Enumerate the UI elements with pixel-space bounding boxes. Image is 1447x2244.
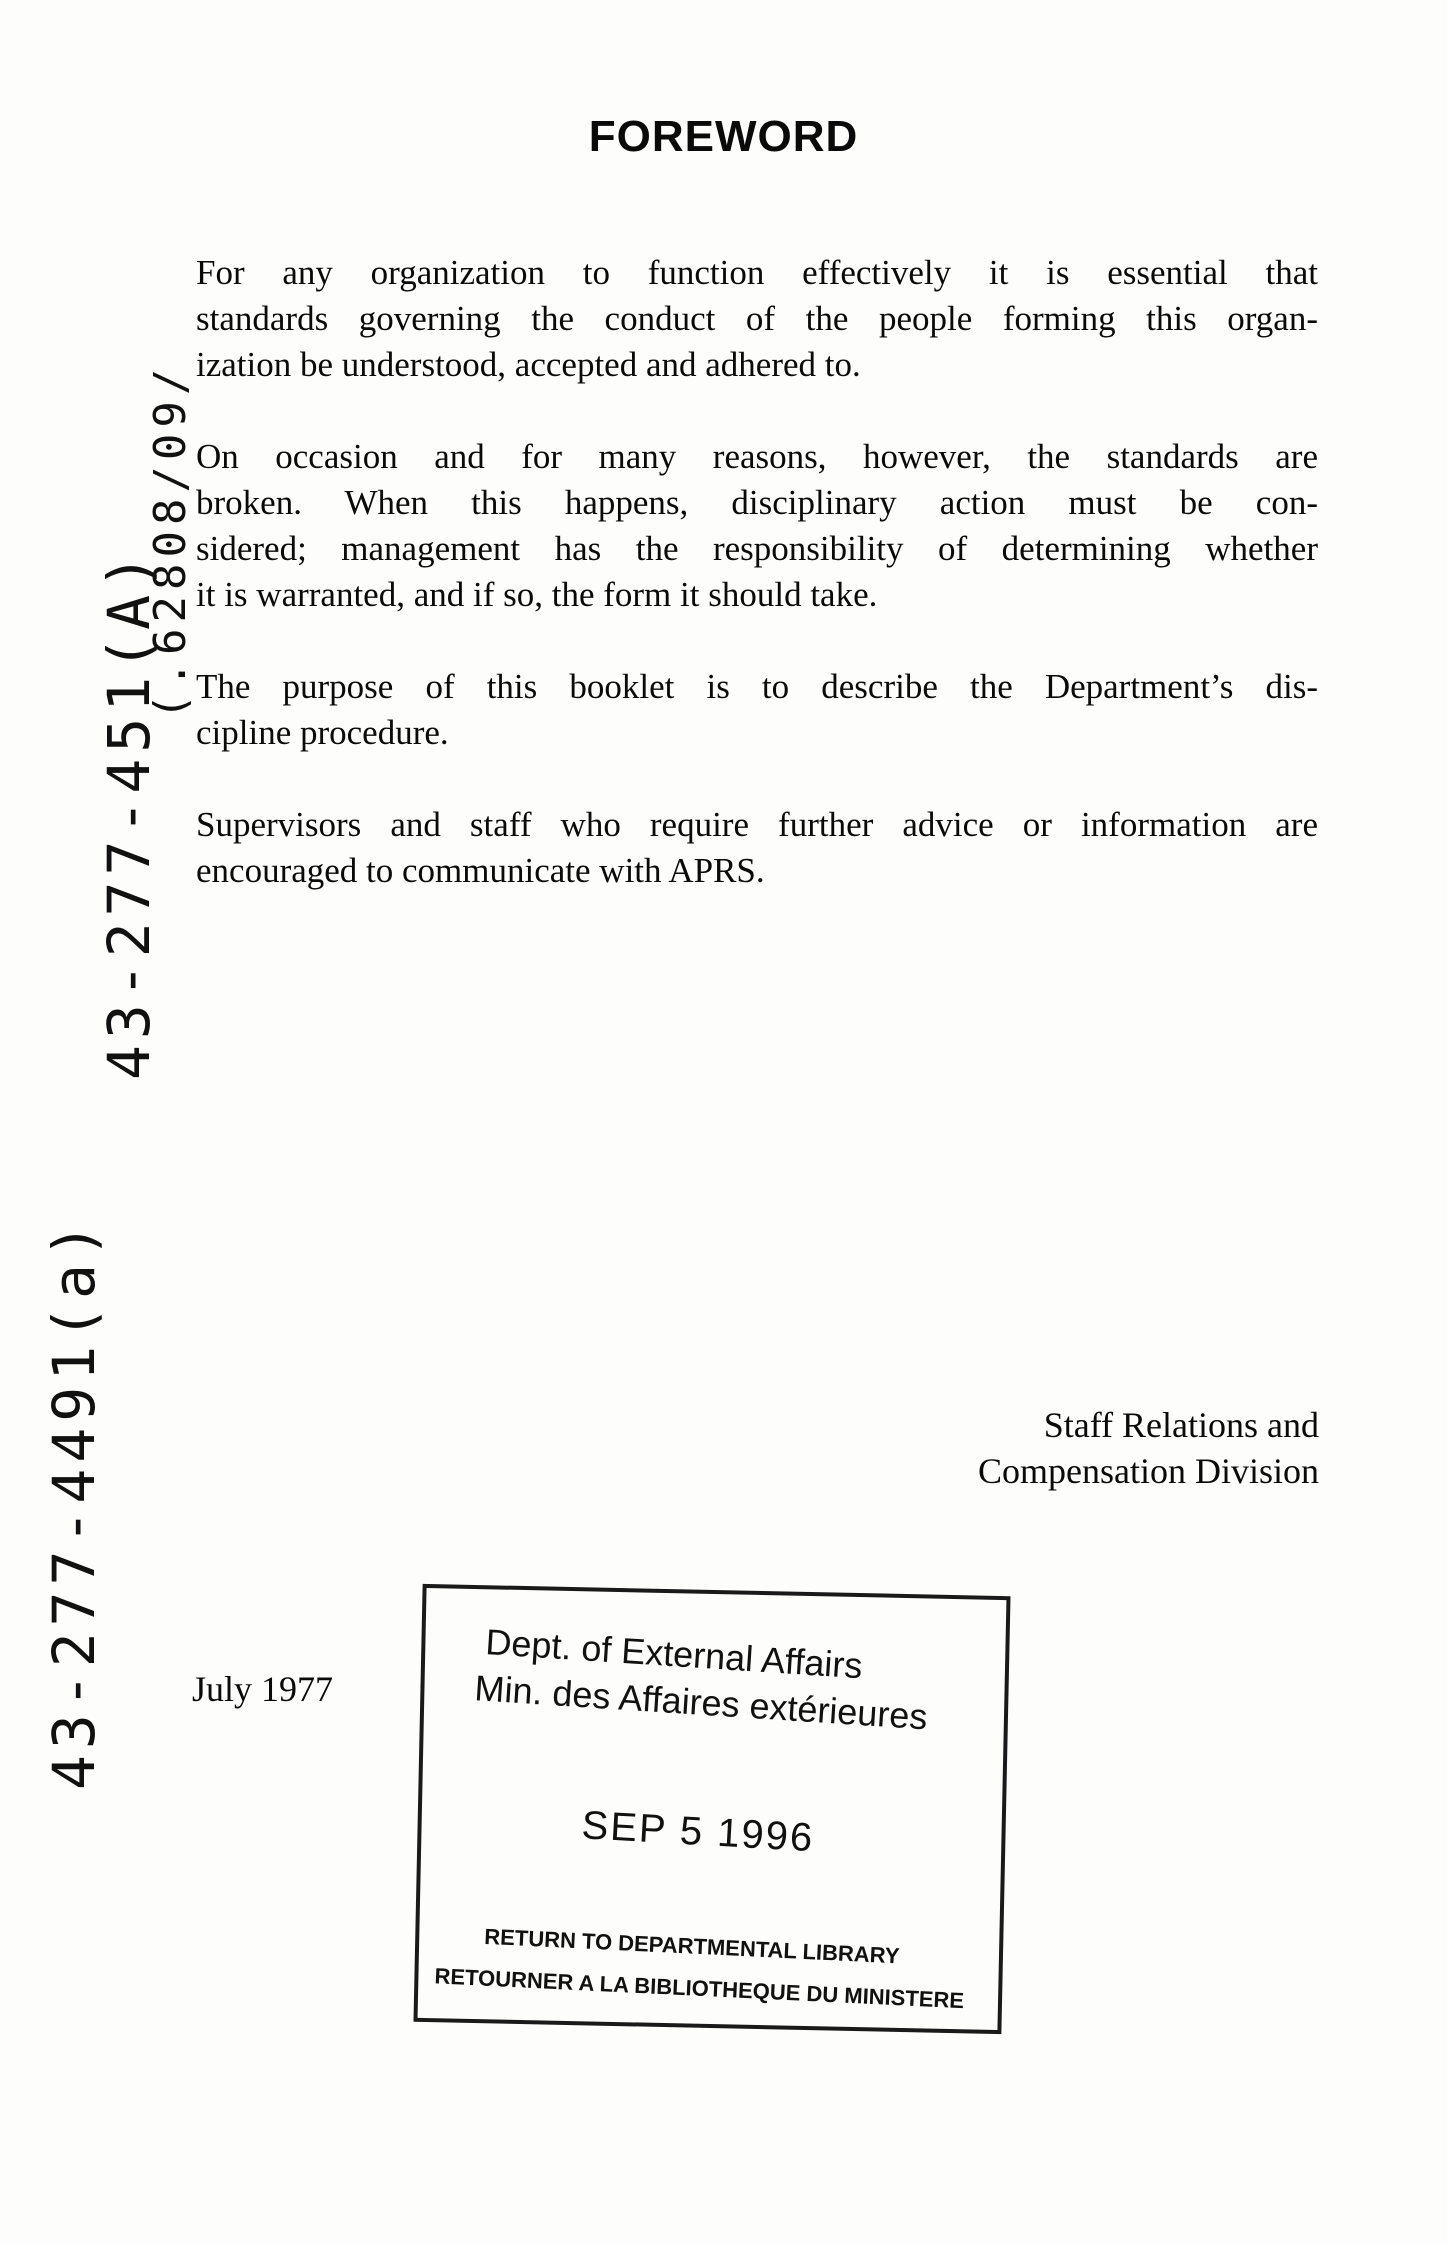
signature-line: Compensation Division <box>978 1451 1319 1491</box>
library-stamp <box>413 1584 1010 2034</box>
signature-block <box>978 1402 1319 1494</box>
stamp-date: SEP 5 1996 <box>580 1803 816 1861</box>
handwritten-note: 43-277-4491(a) <box>40 1217 108 1790</box>
paragraph-line: sidered; management has the responsibility of determining whether <box>196 529 1318 568</box>
foreword-body <box>196 250 1318 940</box>
paragraph-3 <box>196 664 1318 756</box>
document-date: July 1977 <box>192 1669 334 1709</box>
paragraph-line: it is warranted, and if so, the form it should take. <box>196 575 878 614</box>
stamp-department-en: Dept. of External Affairs <box>484 1621 864 1687</box>
paragraph-4 <box>196 802 1318 894</box>
stamp-return-fr: RETOURNER A LA BIBLIOTHEQUE DU MINISTERE <box>433 1963 965 2014</box>
handwritten-note: (.62808/09/ <box>145 362 196 720</box>
paragraph-line: For any organization to function effectively it is essential that <box>196 253 1318 292</box>
handwritten-note: 43-277-451(A) <box>95 548 163 1080</box>
paragraph-2 <box>196 434 1318 618</box>
paragraph-line: encouraged to communicate with APRS. <box>196 851 765 890</box>
signature-line: Staff Relations and <box>1043 1405 1319 1445</box>
paragraph-line: broken. When this happens, disciplinary action must be con- <box>196 483 1318 522</box>
page-title: FOREWORD <box>588 112 859 161</box>
paragraph-line: On occasion and for many reasons, however, the standards are <box>196 437 1318 476</box>
stamp-department-fr: Min. des Affaires extérieures <box>473 1667 929 1738</box>
paragraph-1 <box>196 250 1318 388</box>
paragraph-line: cipline procedure. <box>196 713 449 752</box>
stamp-return-en: RETURN TO DEPARTMENTAL LIBRARY <box>483 1923 901 1969</box>
paragraph-line: ization be understood, accepted and adhered to. <box>196 345 861 384</box>
paragraph-line: Supervisors and staff who require further advice or information are <box>196 805 1318 844</box>
paragraph-line: The purpose of this booklet is to describe the Department’s dis- <box>196 667 1318 706</box>
paragraph-line: standards governing the conduct of the people forming this organ- <box>196 299 1318 338</box>
